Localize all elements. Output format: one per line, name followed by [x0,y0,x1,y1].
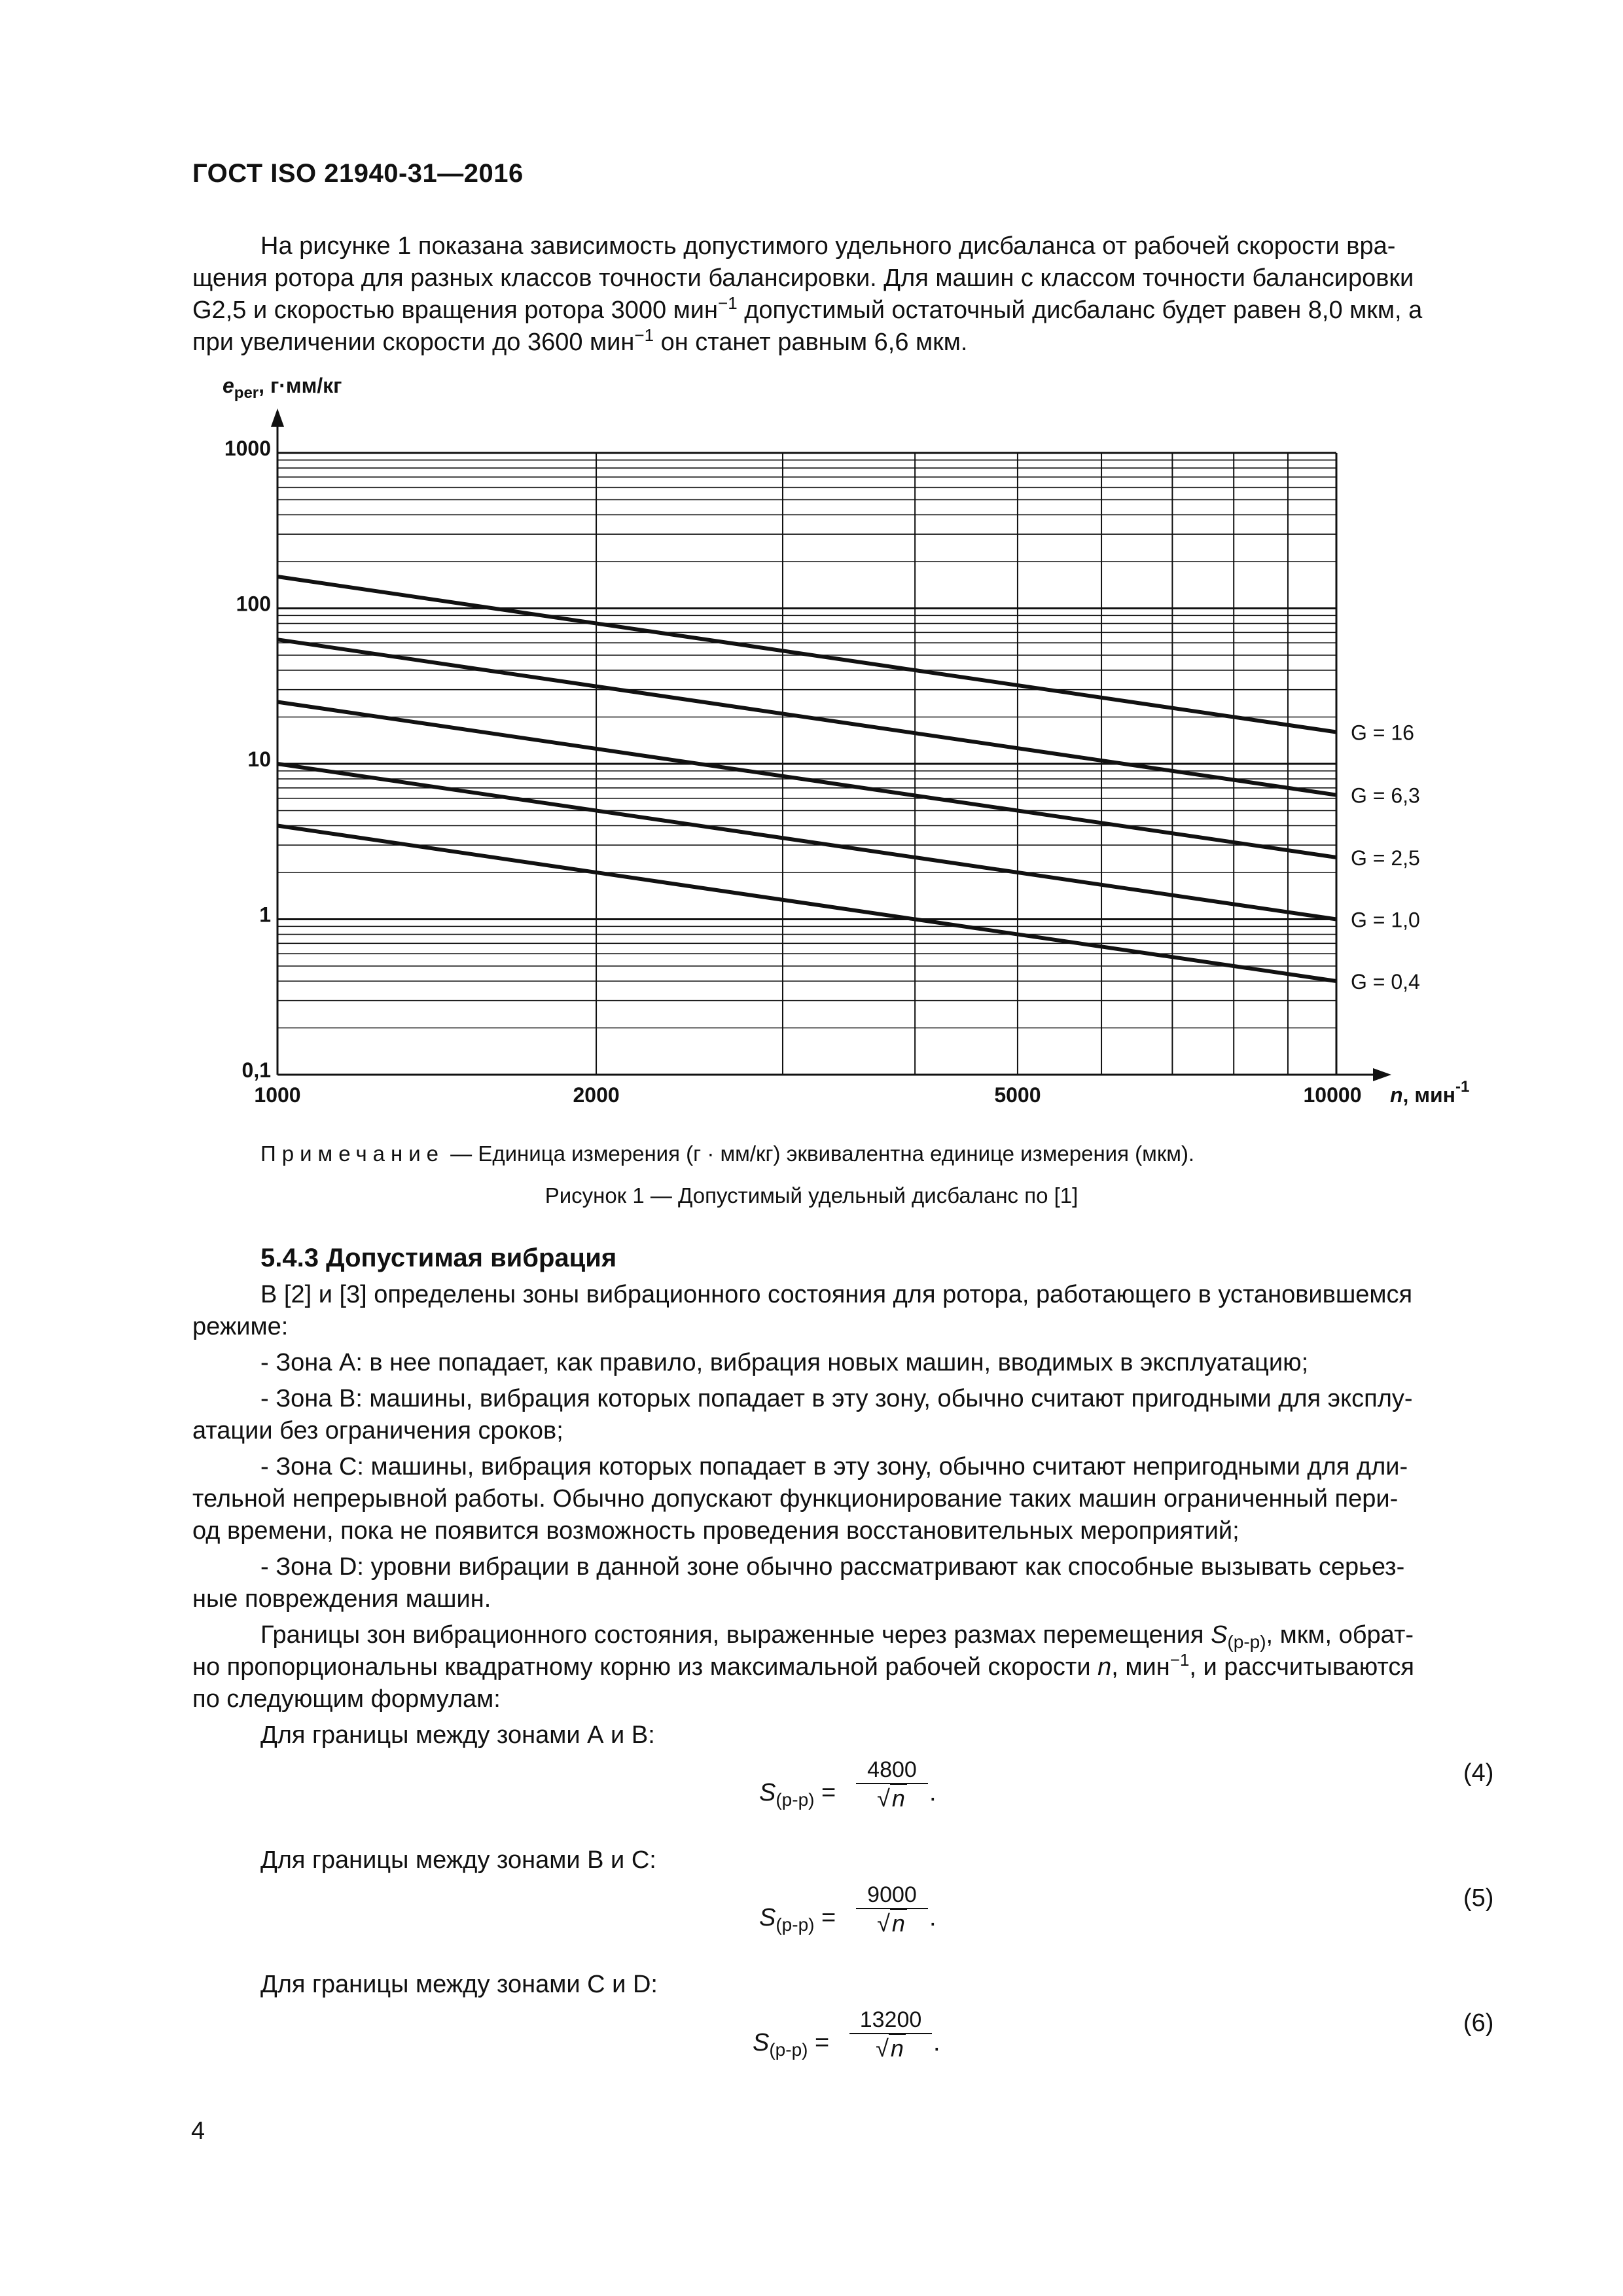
equation-number: (6) [1463,2009,1494,2037]
series-line [277,826,1336,982]
chart-series-labels [1351,721,1420,994]
zone-d-item: - Зона D: уровни вибрации в данной зоне обычно рассматривают как способные вызывать серьез- [260,1553,1405,1581]
equation-fraction: 4800 √n [856,1757,928,1814]
x-axis-arrow [1373,1068,1391,1081]
section-heading: 5.4.3 Допустимая вибрация [260,1244,617,1272]
body-line: Границы зон вибрационного состояния, выраженные через размах перемещения $S_{(р-р)}$, мкм, обрат- [260,1621,1414,1652]
note-label: Примечание [260,1141,445,1166]
series-label: G = 0,4 [1351,970,1420,994]
x-tick-label: 10000 [1303,1083,1362,1107]
y-axis-arrow [271,408,284,427]
zone-c-item: тельной непрерывной работы. Обычно допускают функционирование таких машин ограниченный пери- [192,1485,1399,1513]
x-tick-label: 1000 [254,1083,301,1107]
y-axis-label: $e_{per}$, г·мм/кг [223,374,342,402]
intro-line: при увеличении скорости до 3600 мин$^{-1}$ он станет равным 6,6 мкм. [192,325,968,356]
equation-lhs: $S_{(р-р)}$ = [759,1779,836,1810]
body-line: но пропорциональны квадратному корню из максимальной рабочей скорости n, мин$^{-1}$, и рассчитываются [192,1650,1414,1681]
intro-line: G2,5 и скоростью вращения ротора 3000 мин$^{-1}$ допустимый остаточный дисбаланс будет равен 8,0 мкм, а [192,293,1423,324]
equation-intro: Для границы между зонами В и С: [260,1846,656,1874]
series-label: G = 16 [1351,721,1414,745]
zone-a-item: - Зона А: в нее попадает, как правило, вибрация новых машин, вводимых в эксплуатацию; [260,1349,1309,1376]
y-tick-label: 100 [236,592,271,616]
balance-chart [216,367,1499,1126]
series-label: G = 6,3 [1351,783,1420,808]
document-header: ГОСТ ISO 21940-31—2016 [192,159,524,188]
equation-number: (4) [1463,1759,1494,1787]
equation-intro: Для границы между зонами С и D: [260,1971,658,1998]
chart-grid [277,453,1336,1075]
figure-note [260,1141,1194,1166]
x-axis-label: n, мин$^{-1}$ [1390,1078,1470,1107]
equation-lhs: $S_{(р-р)}$ = [753,2029,830,2060]
x-tick-label: 2000 [573,1083,620,1107]
note-text: — Единица измерения (г · мм/кг) эквивалентна единице измерения (мкм). [444,1141,1195,1166]
equation-number: (5) [1463,1884,1494,1912]
equation-fraction: 13200 √n [849,2007,932,2064]
series-line [277,702,1336,857]
equation-period: . [933,2029,940,2056]
x-tick-label: 5000 [994,1083,1041,1107]
y-tick-label: 0,1 [241,1058,271,1082]
y-tick-label: 10 [247,747,271,771]
body-line: В [2] и [3] определены зоны вибрационного состояния для ротора, работающего в установившемся [260,1281,1413,1308]
equation-intro: Для границы между зонами А и В: [260,1721,655,1749]
series-label: G = 2,5 [1351,846,1420,870]
y-tick-label: 1 [259,903,271,927]
intro-line: На рисунке 1 показана зависимость допустимого удельного дисбаланса от рабочей скорости вра- [260,232,1396,260]
y-tick-label: 1000 [224,437,271,460]
zone-c-item: од времени, пока не появится возможность проведения восстановительных мероприятий; [192,1517,1240,1545]
intro-line: щения ротора для разных классов точности балансировки. Для машин с классом точности балансировки [192,264,1414,292]
zone-b-item: атации без ограничения сроков; [192,1417,563,1444]
body-line: по следующим формулам: [192,1685,501,1713]
zone-b-item: - Зона В: машины, вибрация которых попадает в эту зону, обычно считают пригодными для эксплу- [260,1385,1413,1412]
chart-tick-labels [224,437,1362,1107]
series-line [277,764,1336,920]
equation-lhs: $S_{(р-р)}$ = [759,1904,836,1935]
zone-d-item: ные повреждения машин. [192,1585,491,1613]
series-line [277,577,1336,732]
figure-caption: Рисунок 1 — Допустимый удельный дисбаланс по [1] [544,1183,1079,1208]
page-number: 4 [191,2117,205,2145]
series-label: G = 1,0 [1351,908,1420,932]
equation-period: . [929,1904,936,1931]
equation-period: . [929,1779,936,1806]
equation-fraction: 9000 √n [856,1882,928,1939]
zone-c-item: - Зона С: машины, вибрация которых попадает в эту зону, обычно считают непригодными для дли- [260,1453,1408,1480]
chart-axes [271,408,1391,1081]
body-line: режиме: [192,1313,289,1340]
